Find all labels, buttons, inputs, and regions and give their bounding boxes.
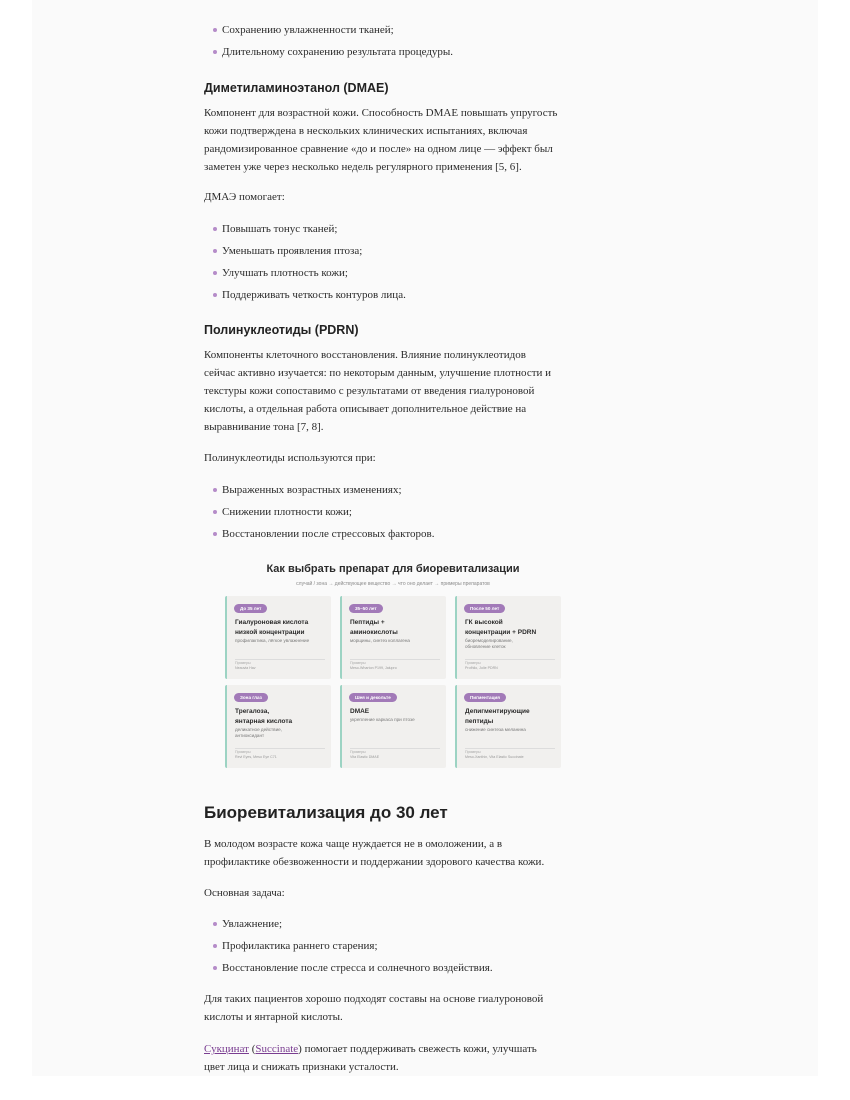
desc-line: антиоксидант [235,733,265,738]
list-item: Уменьшать проявления птоза; [204,242,406,264]
title-line: Трегалоза, [235,708,270,715]
text-line: профилактике обезвоженности и поддержании здорового качества кожи. [204,856,545,868]
text-line: цвет лица и снижать признаки усталости. [204,1061,399,1073]
age-badge: 35–50 лет [349,604,383,613]
examples-label: Примеры [235,750,251,754]
desc-line: обновление клеток [465,644,506,649]
desc-line: биоремоделирование, [465,638,513,643]
title-line: Депигментирующие [465,708,530,715]
infographic-subtitle: случай / зона → действующее вещество → что оно делает → примеры препаратов [296,581,490,587]
examples-label: Примеры [350,661,366,665]
title-line: пептиды [465,717,494,725]
text-line: выравнивание тона [7, 8]. [204,421,324,433]
list-item: Поддерживать четкость контуров лица. [204,286,406,308]
pdrn-used-label: Полинуклеотиды используются при: [204,452,376,464]
card-divider [235,659,325,660]
text-line: заметен уже через несколько недель регулярного применения [5, 6]. [204,161,522,173]
text-line: Компонент для возрастной кожи. Способность DMAE повышать упругость [204,107,558,119]
pdrn-bullet-list [204,481,434,547]
list-item: Повышать тонус тканей; [204,220,406,242]
desc-line: укрепление каркаса при птозе [350,717,415,722]
task-label: Основная задача: [204,887,285,899]
dmae-bullet-list [204,220,406,308]
desc-line: морщины, синтез коллагена [350,638,410,643]
top-bullet-list [204,21,453,65]
age-badge: После 50 лет [464,604,505,613]
list-item: Улучшать плотность кожи; [204,264,406,286]
examples-label: Примеры [465,661,481,665]
section-heading: Биоревитализация до 30 лет [204,803,448,822]
card-description [465,638,557,650]
dmae-paragraph [204,104,604,176]
card-description [350,717,442,723]
section-intro [204,835,604,871]
title-line: Гиалуроновая кислота [235,619,309,626]
text-line: кожи подтверждена в нескольких клинических испытаниях, включая [204,125,528,137]
list-item: Снижении плотности кожи; [204,503,434,525]
task-bullet-list [204,915,493,981]
text-fragment: ( [248,1043,256,1055]
examples-value: Neauvia Hav [235,666,256,670]
examples-value: Meso-Wharton P199, Jalupro [350,666,397,670]
succinate-ru-link[interactable]: Сукцинат [204,1043,249,1055]
card-description [235,638,327,644]
info-card [455,596,561,679]
zone-badge: Зона глаз [234,693,268,702]
card-divider [465,659,555,660]
title-line: концентрации + PDRN [465,628,537,636]
list-item: Выраженных возрастных изменениях; [204,481,434,503]
succinate-en-link[interactable]: Succinate [255,1043,299,1055]
card-divider [465,748,555,749]
list-item: Длительному сохранению результата процедуры. [204,43,453,65]
card-divider [350,748,440,749]
dmae-helps-label: ДМАЭ помогает: [204,191,285,203]
examples-value: Revi Eyes, Meso Eye C71 [235,755,277,759]
section-paragraph [204,990,604,1026]
succinate-paragraph [204,1040,604,1076]
card-description [465,727,557,733]
examples-label: Примеры [350,750,366,754]
card-title [235,707,327,726]
info-card [340,685,446,768]
pdrn-paragraph [204,346,604,436]
info-card [455,685,561,768]
pdrn-heading: Полинуклеотиды (PDRN) [204,323,359,337]
info-card [225,685,331,768]
list-item: Восстановлении после стрессовых факторов. [204,525,434,547]
title-line: DMAE [350,708,370,715]
examples-label: Примеры [465,750,481,754]
card-description [350,638,442,644]
age-badge: До 35 лет [234,604,267,613]
card-description [235,727,327,739]
examples-label: Примеры [235,661,251,665]
card-title [235,618,327,637]
text-line [204,1040,604,1058]
text-line: кислоты и янтарной кислоты. [204,1011,343,1023]
list-item: Профилактика раннего старения; [204,937,493,959]
text-line: рандомизированное сравнение «до и после» на одном лице — эффект был [204,143,553,155]
card-title [350,618,442,637]
title-line: Пептиды + [350,619,385,626]
text-line: кислоты, а отдельная работа описывает дополнительное действие на [204,403,527,415]
examples-value: Vita Elastic DMAE [350,755,380,759]
dmae-heading: Диметиламиноэтанол (DMAE) [204,81,389,95]
card-title [350,707,442,717]
text-line: В молодом возрасте кожа чаще нуждается не в омоложении, а в [204,838,503,850]
card-title [465,618,557,637]
info-card [340,596,446,679]
list-item: Увлажнение; [204,915,493,937]
examples-value: Profhilo, Jolie PDRN [465,666,498,670]
text-line: Для таких пациентов хорошо подходят составы на основе гиалуроновой [204,993,544,1005]
title-line: аминокислоты [350,628,398,636]
infographic-title: Как выбрать препарат для биоревитализации [266,563,520,575]
text-line: сейчас активно изучается: по некоторым данным, улучшение плотности и [204,367,552,379]
text-line: Компоненты клеточного восстановления. Влияние полинуклеотидов [204,349,526,361]
title-line: ГК высокой [465,619,503,626]
list-item: Сохранению увлажненности тканей; [204,21,453,43]
card-title [465,707,557,726]
card-divider [235,748,325,749]
info-card [225,596,331,679]
desc-line: деликатное действие, [235,727,282,732]
examples-value: Meso-Xanthin, Vita Elastic Succinate [465,755,524,759]
list-item: Восстановление после стресса и солнечного воздействия. [204,959,493,981]
desc-line: профилактика, лёгкое увлажнение [235,638,310,643]
title-line: низкой концентрации [235,628,305,636]
text-line: текстуры кожи сопоставимо с результатами от введения гиалуроновой [204,385,535,397]
infographic [222,560,564,772]
title-line: янтарная кислота [235,717,293,725]
card-divider [350,659,440,660]
zone-badge: Шея и декольте [349,693,397,702]
desc-line: снижение синтеза меланина [465,727,526,732]
zone-badge: Пигментация [464,693,506,702]
text-fragment: ) помогает поддерживать свежесть кожи, улучшать [298,1043,537,1055]
